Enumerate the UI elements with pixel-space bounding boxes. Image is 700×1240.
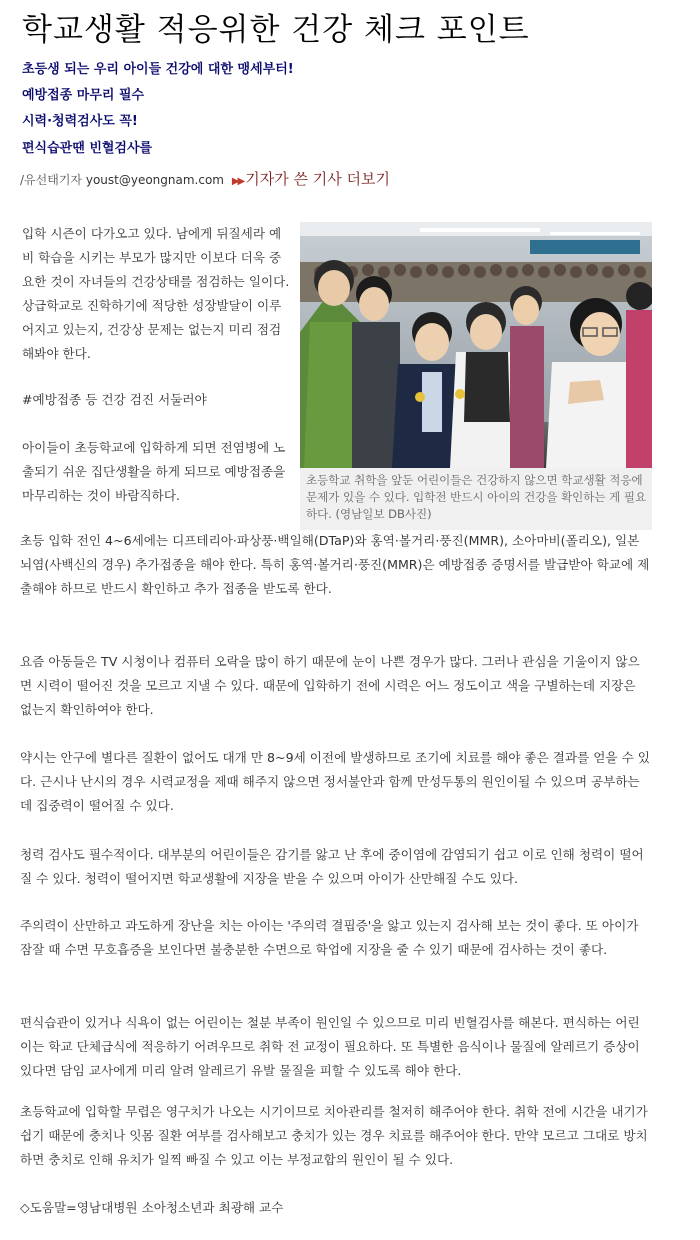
headline: 학교생활 적응위한 건강 체크 포인트	[22, 12, 530, 48]
paragraph-attention: 주의력이 산만하고 과도하게 장난을 치는 아이는 '주의력 결핍증'을 앓고 있는지 검사해 보는 것이 좋다. 또 아이가 잠잘 때 수면 무호흡증을 보인다면 불충분한 수면으로 학업에 지장을 줄 수 있기 때문에 검사하는 것이 좋다.	[20, 918, 639, 957]
paragraph-vaccine-schedule: 초등 입학 전인 4~6세에는 디프테리아·파상풍·백일해(DTaP)와 홍역·볼거리·풍진(MMR), 소아마비(폴리오), 일본뇌염(사백신의 경우) 추가접종을 해야 한다. 특히 홍역·볼거리·풍진(MMR)은 예방접종 증명서를 발급받아 학교에 제출해야 하므로 반드시 확인하고 추가 접종을 받도록 한다.	[20, 533, 650, 596]
author-email: youst@yeongnam.com	[85, 173, 224, 187]
photo-figure	[300, 222, 652, 530]
paragraph-eyesight: 요즘 아동들은 TV 시청이나 컴퓨터 오락을 많이 하기 때문에 눈이 나쁜 경우가 많다. 그러나 관심을 기울이지 않으면 시력이 떨어진 것을 모르고 지낼 수 있다. 때문에 입학하기 전에 시력은 어느 정도이고 색을 구별하는데 지장은 없는지 확인하여야 한다.	[20, 654, 640, 717]
subhead-4: 편식습관땐 빈혈검사를	[22, 141, 153, 156]
advice-credit: ◇도움말=영남대병원 소아청소년과 최광해 교수	[20, 1200, 284, 1215]
double-arrow-icon: ▶▶	[231, 176, 244, 187]
more-articles-link[interactable]: 기자가 쓴 기사 더보기	[245, 170, 390, 188]
paragraph-vaccination: 아이들이 초등학교에 입학하게 되면 전염병에 노출되기 쉬운 집단생활을 하게 되므로 예방접종을 마무리하는 것이 바람직하다.	[22, 440, 286, 503]
photo-caption: 초등학교 취학을 앞둔 어린이들은 건강하지 않으면 학교생활 적응에 문제가 있을 수 있다. 입학전 반드시 아이의 건강을 확인하는 게 필요하다. (영남일보 DB사진)	[306, 473, 647, 521]
paragraph-hearing: 청력 검사도 필수적이다. 대부분의 어린이들은 감기를 앓고 난 후에 중이염에 감염되기 쉽고 이로 인해 청력이 떨어질 수 있다. 청력이 떨어지면 학교생활에 지장을 받을 수 있으며 아이가 산만해질 수도 있다.	[20, 847, 644, 886]
byline	[20, 168, 390, 189]
subhead-2: 예방접종 마무리 필수	[22, 88, 145, 103]
news-photo	[300, 222, 652, 468]
subhead-3: 시력·청력검사도 꼭!	[22, 114, 138, 129]
section-heading-vaccination: #예방접종 등 건강 검진 서둘러야	[22, 392, 207, 407]
paragraph-anemia: 편식습관이 있거나 식욕이 없는 어린이는 철분 부족이 원인일 수 있으므로 미리 빈혈검사를 해본다. 편식하는 어린이는 학교 단체급식에 적응하기 어려우므로 취학 전 교정이 필요하다. 또 특별한 음식이나 물질에 알레르기 증상이 있다면 담임 교사에게 미리 알려 알레르기 유발 물질을 피할 수 있도록 해야 한다.	[20, 1015, 640, 1078]
subhead-1: 초등생 되는 우리 아이들 건강에 대한 맹세부터!	[22, 62, 294, 77]
paragraph-amblyopia: 약시는 안구에 별다른 질환이 없어도 대개 만 8~9세 이전에 발생하므로 조기에 치료를 해야 좋은 결과를 얻을 수 있다. 근시나 난시의 경우 시력교정을 제때 해주지 않으면 정서불안과 함께 만성두통의 원인이될 수 있으며 공부하는데 집중력이 떨어질 수 있다.	[20, 750, 650, 813]
author-name: /유선태기자	[20, 173, 83, 187]
paragraph-intro: 입학 시즌이 다가오고 있다. 남에게 뒤질세라 예비 학습을 시키는 부모가 많지만 이보다 더욱 중요한 것이 자녀들의 건강상태를 점검하는 일이다. 상급학교로 진학하기에 적당한 성장발달이 이루어지고 있는지, 건강상 문제는 없는지 미리 점검해봐야 한다.	[22, 226, 290, 361]
paragraph-dental: 초등학교에 입학할 무렵은 영구치가 나오는 시기이므로 치아관리를 철저히 해주어야 한다. 취학 전에 시간을 내기가 쉽기 때문에 충치나 잇몸 질환 여부를 검사해보고 충치가 있는 경우 치료를 해주어야 한다. 만약 모르고 그대로 방치하면 충치로 인해 유치가 일찍 빠질 수 있고 이는 부정교합의 원인이 될 수 있다.	[20, 1104, 648, 1167]
children-photo-illustration	[300, 222, 652, 468]
